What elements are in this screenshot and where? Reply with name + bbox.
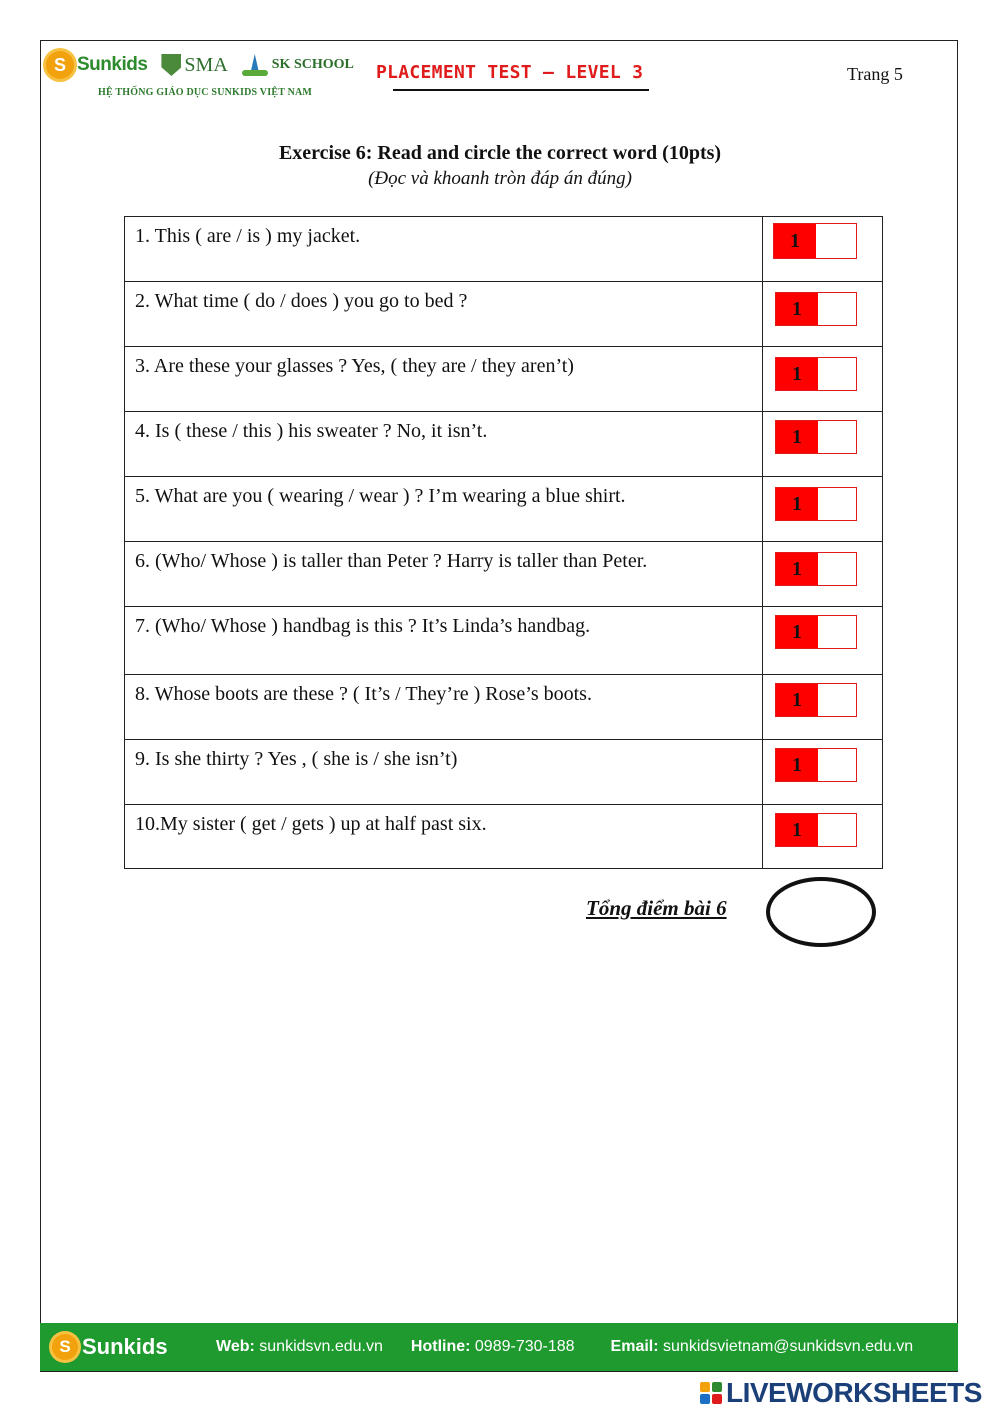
score-input[interactable] [818, 684, 856, 716]
table-row [125, 412, 883, 477]
score-box[interactable] [775, 683, 857, 717]
score-value: 1 [776, 749, 818, 781]
score-box[interactable] [773, 223, 857, 259]
sunkids-logo [46, 51, 147, 79]
score-input[interactable] [818, 749, 856, 781]
title-underline [393, 89, 649, 91]
question-text[interactable]: 2. What time ( do / does ) you go to bed ? [125, 282, 763, 347]
header-logos [46, 48, 354, 82]
liveworksheets-text: LIVEWORKSHEETS [726, 1377, 982, 1408]
footer-logo [52, 1334, 202, 1360]
score-value: 1 [776, 421, 818, 453]
table-row [125, 805, 883, 869]
score-cell [763, 282, 883, 347]
score-value: 1 [774, 224, 816, 258]
score-cell [763, 477, 883, 542]
system-name: HỆ THỐNG GIÁO DỤC SUNKIDS VIỆT NAM [98, 87, 313, 98]
score-value: 1 [776, 616, 818, 648]
score-input[interactable] [818, 488, 856, 520]
score-value: 1 [776, 488, 818, 520]
table-row [125, 347, 883, 412]
score-value: 1 [776, 814, 818, 846]
test-title: PLACEMENT TEST – LEVEL 3 [376, 62, 644, 83]
sma-logo-text: SMA [184, 53, 228, 76]
question-text[interactable]: 9. Is she thirty ? Yes , ( she is / she isn’t) [125, 740, 763, 805]
total-score-oval[interactable] [766, 877, 876, 947]
footer-email-label: Email: [610, 1338, 659, 1355]
question-text[interactable]: 5. What are you ( wearing / wear ) ? I’m wearing a blue shirt. [125, 477, 763, 542]
question-text[interactable]: 7. (Who/ Whose ) handbag is this ? It’s Linda’s handbag. [125, 607, 763, 675]
footer-hotline-value: 0989-730-188 [474, 1338, 575, 1355]
footer-hotline [411, 1338, 575, 1356]
score-box[interactable] [775, 420, 857, 454]
score-input[interactable] [818, 553, 856, 585]
questions-table [124, 216, 883, 869]
total-score-label: Tổng điểm bài 6 [586, 896, 727, 920]
score-value: 1 [776, 293, 818, 325]
score-cell [763, 412, 883, 477]
question-text[interactable]: 4. Is ( these / this ) his sweater ? No, it isn’t. [125, 412, 763, 477]
score-cell [763, 740, 883, 805]
footer-web-label: Web: [216, 1338, 255, 1355]
sk-school-logo [242, 52, 354, 78]
sk-school-logo-text: SK SCHOOL [271, 57, 354, 72]
table-row [125, 607, 883, 675]
footer-web-value: sunkidsvn.edu.vn [259, 1338, 383, 1355]
footer-email [611, 1338, 914, 1356]
score-cell [763, 347, 883, 412]
question-text[interactable]: 10.My sister ( get / gets ) up at half past six. [125, 805, 763, 869]
score-input[interactable] [818, 421, 856, 453]
question-text[interactable]: 8. Whose boots are these ? ( It’s / They’re ) Rose’s boots. [125, 675, 763, 740]
score-box[interactable] [775, 487, 857, 521]
sun-icon: S [52, 1334, 78, 1360]
score-box[interactable] [775, 748, 857, 782]
score-input[interactable] [818, 616, 856, 648]
score-box[interactable] [775, 292, 857, 326]
score-cell [763, 805, 883, 869]
tower-icon [242, 52, 268, 78]
table-row [125, 282, 883, 347]
sunkids-logo-text: Sunkids [77, 54, 148, 75]
score-cell [763, 217, 883, 282]
table-row [125, 542, 883, 607]
score-box[interactable] [775, 357, 857, 391]
score-cell [763, 542, 883, 607]
footer-bar [40, 1323, 958, 1371]
question-text[interactable]: 3. Are these your glasses ? Yes, ( they are / they aren’t) [125, 347, 763, 412]
score-value: 1 [776, 553, 818, 585]
footer-logo-text: Sunkids [82, 1334, 168, 1359]
table-row [125, 217, 883, 282]
score-value: 1 [776, 358, 818, 390]
table-row [125, 740, 883, 805]
liveworksheets-icon [700, 1382, 722, 1404]
sun-icon: S [46, 51, 74, 79]
score-box[interactable] [775, 552, 857, 586]
question-text[interactable]: 6. (Who/ Whose ) is taller than Peter ? Harry is taller than Peter. [125, 542, 763, 607]
exercise-heading: Exercise 6: Read and circle the correct word (10pts) [278, 142, 722, 164]
table-row [125, 675, 883, 740]
score-cell [763, 675, 883, 740]
footer-web [216, 1338, 383, 1356]
score-input[interactable] [818, 814, 856, 846]
table-row [125, 477, 883, 542]
sma-logo [161, 54, 227, 77]
page-number: Trang 5 [847, 64, 903, 84]
score-input[interactable] [818, 358, 856, 390]
footer-hotline-label: Hotline: [410, 1338, 471, 1355]
score-input[interactable] [816, 224, 856, 258]
footer-email-value: sunkidsvietnam@sunkidsvn.edu.vn [663, 1338, 914, 1355]
exercise-subheading: (Đọc và khoanh tròn đáp án đúng) [368, 168, 632, 189]
score-value: 1 [776, 684, 818, 716]
score-box[interactable] [775, 615, 857, 649]
shield-icon [161, 54, 181, 76]
question-text[interactable]: 1. This ( are / is ) my jacket. [125, 217, 763, 282]
score-input[interactable] [818, 293, 856, 325]
score-box[interactable] [775, 813, 857, 847]
liveworksheets-watermark [700, 1377, 982, 1409]
score-cell [763, 607, 883, 675]
